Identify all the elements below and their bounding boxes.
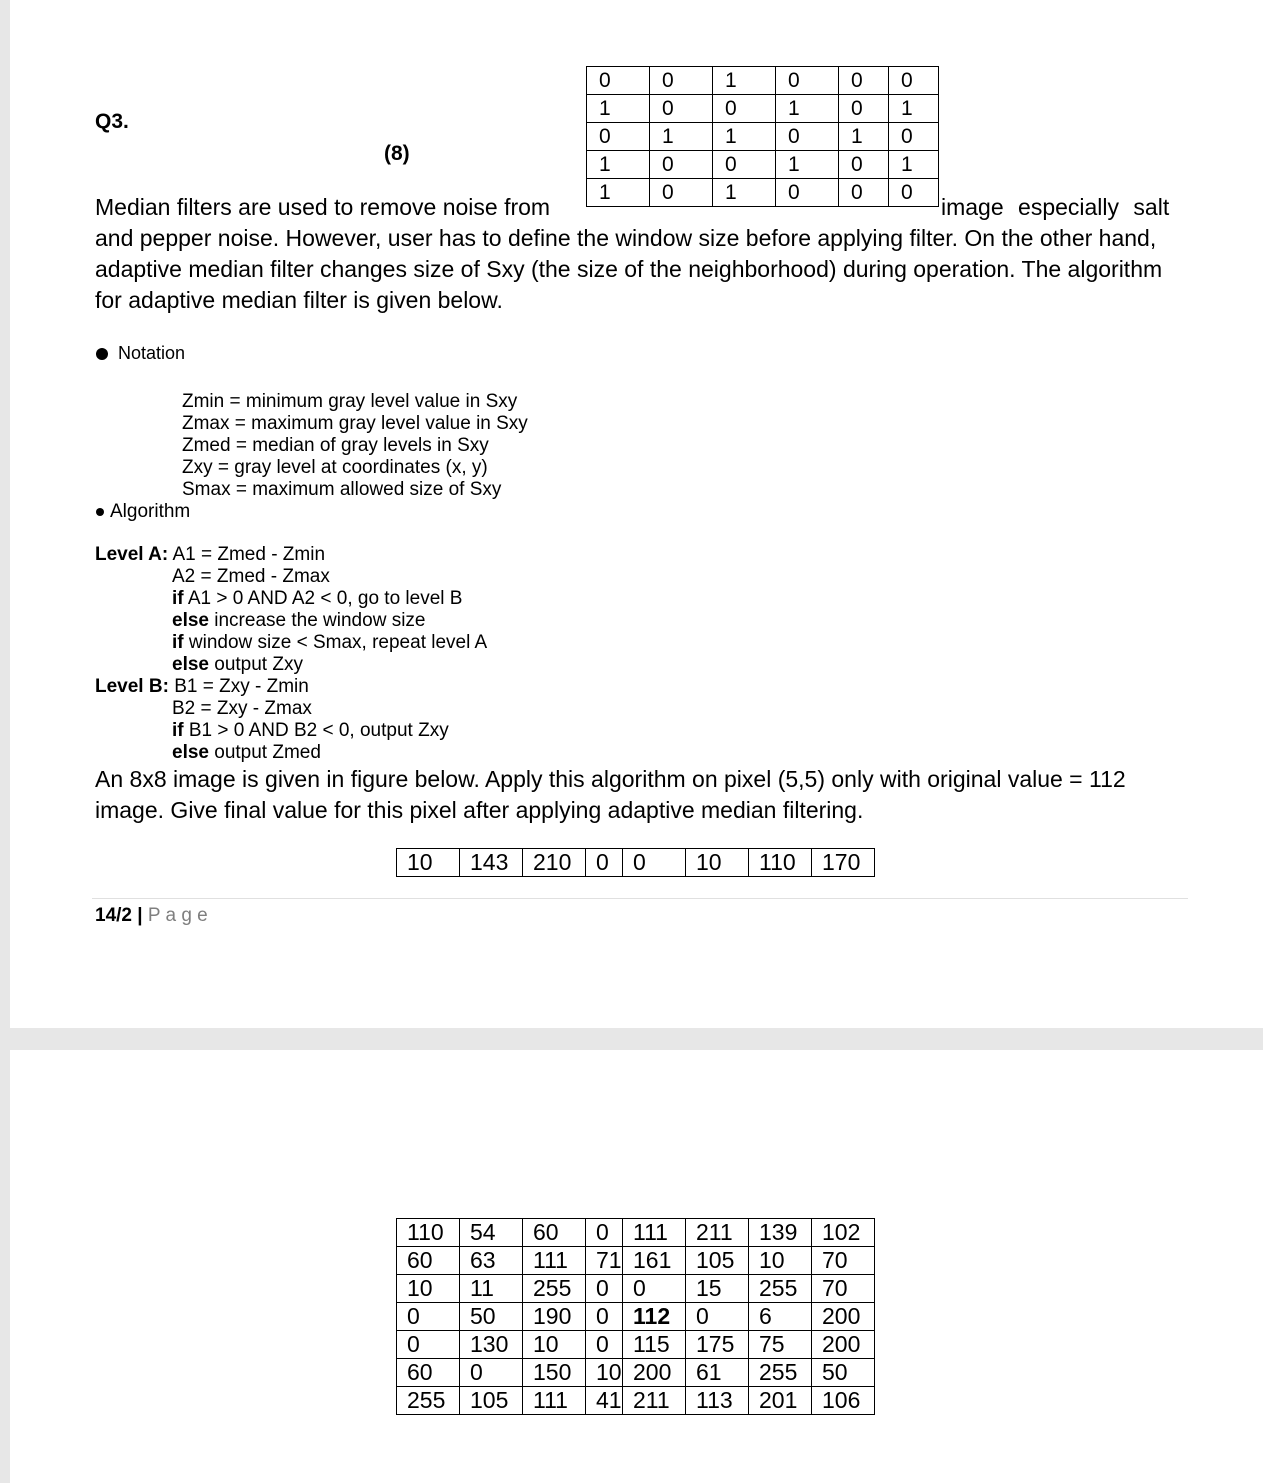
table-cell: 130	[460, 1331, 523, 1359]
table-cell: 70	[812, 1275, 875, 1303]
table-cell: 200	[812, 1331, 875, 1359]
table-cell: 200	[812, 1303, 875, 1331]
table-cell: 106	[812, 1387, 875, 1415]
table-cell: 201	[749, 1387, 812, 1415]
table-cell: 61	[686, 1359, 749, 1387]
table-cell: 255	[523, 1275, 586, 1303]
table-cell: 111	[623, 1219, 686, 1247]
keyword-else: else	[172, 610, 209, 631]
intro-line-2: and pepper noise. However, user has to define the window size before applying filter. On the other hand,	[95, 225, 1157, 251]
table-cell: 63	[460, 1247, 523, 1275]
level-a-line2: A2 = Zmed - Zmax	[172, 566, 330, 587]
notation-list	[182, 391, 528, 501]
table-cell: 41	[586, 1387, 623, 1415]
table-cell: 60	[397, 1247, 460, 1275]
table-row	[587, 95, 939, 123]
table-cell: 11	[460, 1275, 523, 1303]
table-cell: 1	[776, 95, 839, 123]
table-cell: 6	[749, 1303, 812, 1331]
table-cell: 1	[889, 95, 939, 123]
table-cell: 1	[650, 123, 713, 151]
table-cell: 54	[460, 1219, 523, 1247]
table-row	[397, 1303, 875, 1331]
question-label: Q3.	[95, 110, 129, 133]
table-row	[397, 1359, 875, 1387]
table-row	[397, 1331, 875, 1359]
table-row	[397, 1387, 875, 1415]
table-cell: 60	[397, 1359, 460, 1387]
table-row	[397, 1247, 875, 1275]
table-cell: 113	[686, 1387, 749, 1415]
image-8x8-table	[396, 1218, 875, 1415]
table-cell: 0	[623, 1275, 686, 1303]
footer-rule	[92, 898, 1188, 899]
table-cell: 0	[586, 1219, 623, 1247]
table-row	[587, 179, 939, 207]
page-2	[10, 1050, 1263, 1483]
table-cell: 0	[713, 95, 776, 123]
algo-text: window size < Smax, repeat level A	[183, 632, 488, 653]
table-cell: 1	[776, 151, 839, 179]
keyword-if: if	[172, 720, 184, 741]
table-cell: 0	[776, 67, 839, 95]
intro-line-1a: Median filters are used to remove noise from	[95, 194, 551, 220]
table-cell: 255	[749, 1275, 812, 1303]
algo-text: increase the window size	[208, 610, 426, 631]
table-cell: 105	[686, 1247, 749, 1275]
table-row	[397, 849, 875, 877]
table-cell: 10	[397, 849, 460, 877]
algorithm-heading: Algorithm	[110, 501, 191, 522]
table-cell: 143	[460, 849, 523, 877]
table-cell: 1	[713, 179, 776, 207]
table-cell: 111	[523, 1387, 586, 1415]
table-cell: 1	[713, 67, 776, 95]
table-cell: 110	[749, 849, 812, 877]
table-cell: 0	[650, 67, 713, 95]
table-cell: 115	[623, 1331, 686, 1359]
table-cell: 0	[839, 67, 889, 95]
table-cell: 0	[460, 1359, 523, 1387]
table-cell: 1	[713, 123, 776, 151]
footer-separator: |	[131, 905, 148, 926]
table-cell: 60	[523, 1219, 586, 1247]
notation-item: Smax = maximum allowed size of Sxy	[182, 479, 502, 500]
table-cell: 0	[397, 1331, 460, 1359]
table-cell: 0	[586, 1303, 623, 1331]
keyword-if: if	[172, 632, 184, 653]
bullet-icon	[96, 348, 108, 360]
notation-item: Zxy = gray level at coordinates (x, y)	[182, 457, 488, 478]
table-cell: 190	[523, 1303, 586, 1331]
table-cell: 0	[713, 151, 776, 179]
table-cell: 0	[889, 179, 939, 207]
table-cell: 170	[812, 849, 875, 877]
table-cell: 10	[586, 1359, 623, 1387]
intro-line-1b: image especially salt	[941, 194, 1170, 220]
table-cell: 71	[586, 1247, 623, 1275]
table-cell: 0	[650, 151, 713, 179]
table-cell: 0	[586, 1331, 623, 1359]
page-footer	[95, 905, 208, 927]
table-cell: 211	[623, 1387, 686, 1415]
table-cell: 200	[623, 1359, 686, 1387]
table-cell: 0	[839, 151, 889, 179]
algo-text: output Zmed	[208, 742, 321, 763]
table-cell: 0	[586, 1275, 623, 1303]
level-a-label: Level A:	[95, 544, 169, 565]
table-cell: 0	[623, 849, 686, 877]
table-cell: 0	[776, 123, 839, 151]
table-cell: 211	[686, 1219, 749, 1247]
table-cell: 50	[812, 1359, 875, 1387]
table-cell: 255	[397, 1387, 460, 1415]
table-cell: 50	[460, 1303, 523, 1331]
algo-text: B1 > 0 AND B2 < 0, output Zxy	[183, 720, 449, 741]
table-cell: 150	[523, 1359, 586, 1387]
table-cell: 1	[839, 123, 889, 151]
table-cell: 0	[839, 95, 889, 123]
table-cell: 0	[650, 179, 713, 207]
table-cell: 1	[587, 151, 650, 179]
table-cell: 0	[776, 179, 839, 207]
algorithm-heading-row	[96, 501, 190, 523]
table-cell: 1	[587, 95, 650, 123]
table-cell: 0	[839, 179, 889, 207]
keyword-if: if	[172, 588, 184, 609]
table-cell: 10	[686, 849, 749, 877]
notation-item: Zmin = minimum gray level value in Sxy	[182, 391, 518, 412]
algo-text: output Zxy	[208, 654, 303, 675]
table-cell: 1	[889, 151, 939, 179]
table-row	[397, 1275, 875, 1303]
table-cell: 75	[749, 1331, 812, 1359]
level-b-line2: B2 = Zxy - Zmax	[172, 698, 312, 719]
table-cell: 102	[812, 1219, 875, 1247]
level-a-line1: A1 = Zmed - Zmin	[168, 544, 326, 565]
notation-heading-row	[96, 343, 185, 364]
table-cell: 15	[686, 1275, 749, 1303]
footer-page-word: P a g e	[147, 905, 208, 926]
table-cell: 105	[460, 1387, 523, 1415]
table-cell: 0	[586, 849, 623, 877]
table-cell: 70	[812, 1247, 875, 1275]
table-cell: 10	[397, 1275, 460, 1303]
table-cell: 0	[686, 1303, 749, 1331]
image-row-1-table	[396, 848, 875, 877]
algo-text: A1 > 0 AND A2 < 0, go to level B	[183, 588, 463, 609]
bullet-icon	[96, 508, 104, 516]
table-cell: 10	[523, 1331, 586, 1359]
notation-item: Zmax = maximum gray level value in Sxy	[182, 413, 528, 434]
notation-item: Zmed = median of gray levels in Sxy	[182, 435, 489, 456]
keyword-else: else	[172, 654, 209, 675]
table-cell: 175	[686, 1331, 749, 1359]
table-cell: 0	[889, 123, 939, 151]
table-cell: 161	[623, 1247, 686, 1275]
page-1	[10, 0, 1263, 1028]
level-b-label: Level B:	[95, 676, 169, 697]
table-row	[397, 1219, 875, 1247]
notation-heading: Notation	[118, 343, 186, 363]
intro-line-4: for adaptive median filter is given below.	[95, 287, 503, 313]
table-cell: 139	[749, 1219, 812, 1247]
table-cell: 210	[523, 849, 586, 877]
table-cell: 10	[749, 1247, 812, 1275]
table-cell: 1	[587, 179, 650, 207]
footer-page-number: 14/2	[95, 905, 132, 926]
table-row	[587, 123, 939, 151]
intro-line-3: adaptive median filter changes size of Sxy (the size of the neighborhood) during operation. The algorithm	[95, 256, 1163, 282]
keyword-else: else	[172, 742, 209, 763]
table-cell: 0	[587, 67, 650, 95]
table-cell: 0	[889, 67, 939, 95]
task-line-2: image. Give final value for this pixel after applying adaptive median filtering.	[95, 797, 864, 823]
level-b-line1: B1 = Zxy - Zmin	[168, 676, 309, 697]
task-line-1: An 8x8 image is given in figure below. Apply this algorithm on pixel (5,5) only with original value = 112	[95, 766, 1126, 792]
binary-mask-table	[586, 66, 939, 207]
table-cell: 0	[587, 123, 650, 151]
table-row	[587, 151, 939, 179]
table-cell: 0	[650, 95, 713, 123]
table-cell: 111	[523, 1247, 586, 1275]
table-cell: 110	[397, 1219, 460, 1247]
algorithm-block	[95, 544, 487, 764]
question-marks: (8)	[384, 142, 410, 165]
table-cell: 255	[749, 1359, 812, 1387]
table-cell: 0	[397, 1303, 460, 1331]
table-cell: 112	[623, 1303, 686, 1331]
table-row	[587, 67, 939, 95]
